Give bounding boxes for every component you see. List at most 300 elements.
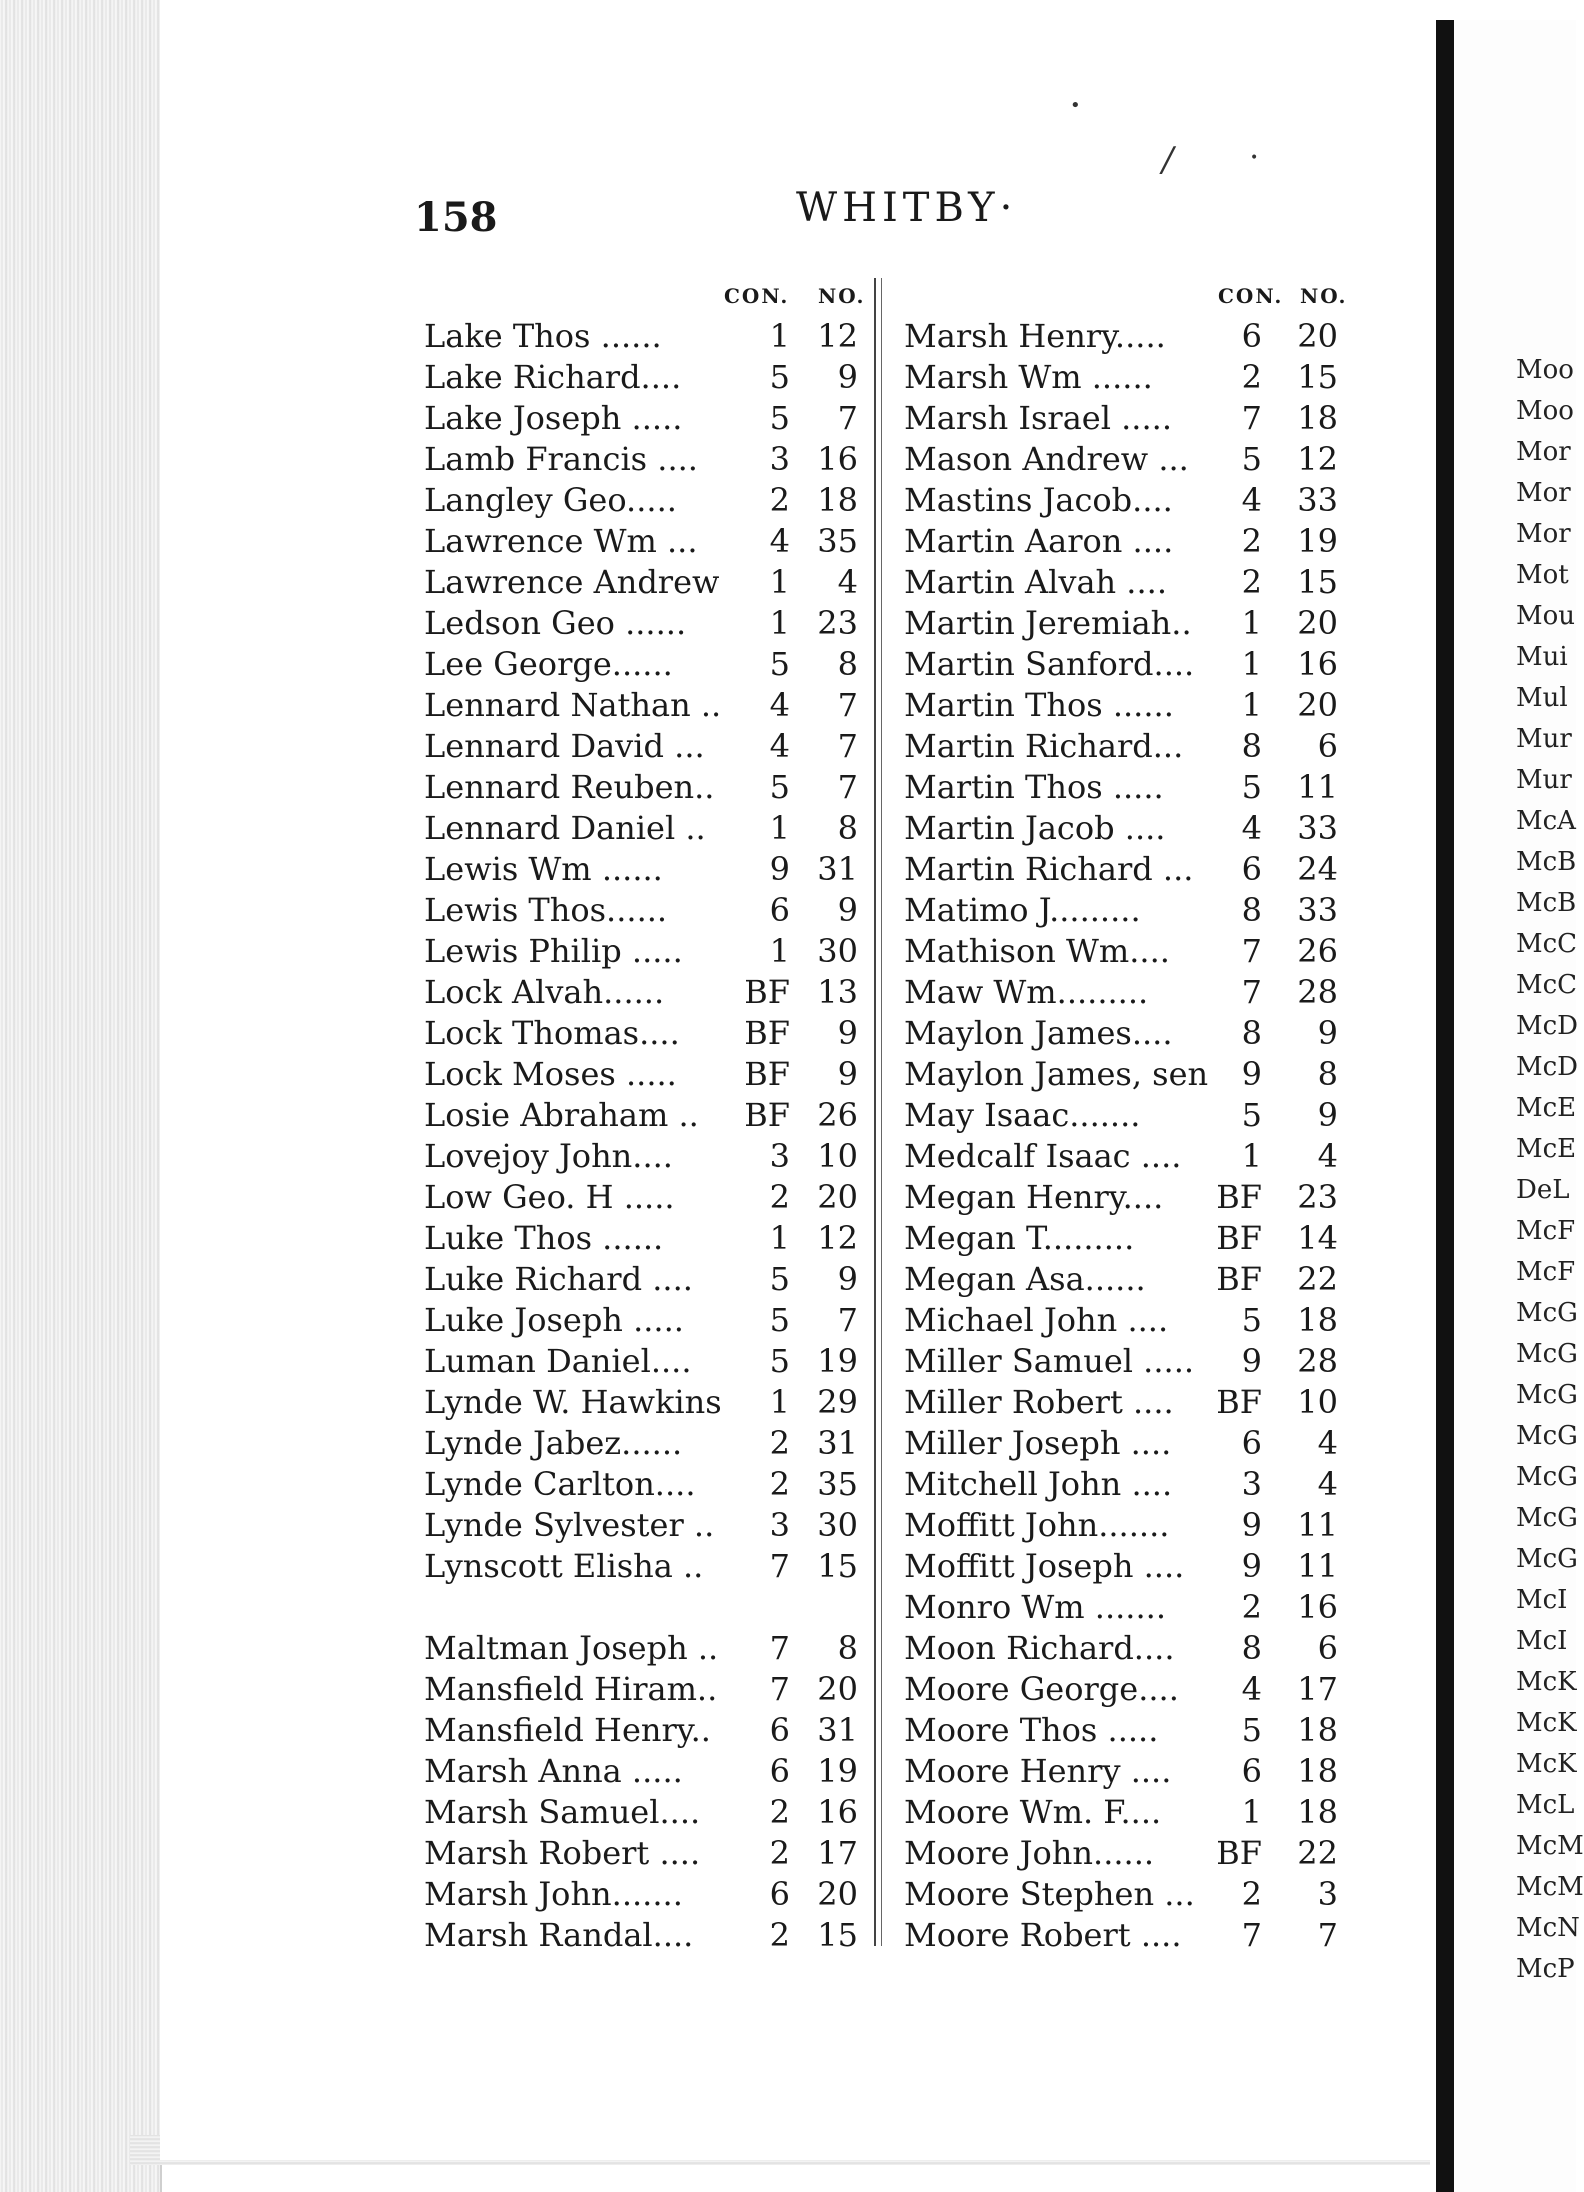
lot-number: 9 [1317,1096,1338,1134]
left-no-header: NO. [818,284,866,308]
directory-row [424,1382,864,1423]
concession-value: 6 [769,891,790,929]
entry-name: Miller Samuel ..... [904,1342,1195,1380]
directory-row [424,644,864,685]
entry-name: Michael John .... [904,1301,1169,1339]
lot-number: 9 [837,1260,858,1298]
entry-name: Moffitt Joseph .... [904,1547,1185,1585]
entry-name: Medcalf Isaac .... [904,1137,1182,1175]
concession-value: 4 [1241,1670,1262,1708]
lot-number: 18 [1297,399,1338,437]
directory-row [904,1833,1336,1874]
directory-row [904,521,1336,562]
lot-number: 22 [1297,1834,1338,1872]
lot-number: 19 [817,1342,858,1380]
entry-name: Moore John...... [904,1834,1155,1872]
concession-value: 1 [769,1219,790,1257]
concession-value: 4 [769,727,790,765]
lot-number: 30 [817,932,858,970]
concession-value: 1 [1241,1137,1262,1175]
lot-number: 18 [1297,1752,1338,1790]
facing-page-entry: Mor [1516,519,1571,549]
concession-value: 8 [1241,1014,1262,1052]
entry-name: Marsh Randal.... [424,1916,694,1954]
facing-page-entry: McG [1516,1462,1578,1492]
lot-number: 12 [817,317,858,355]
directory-row [904,808,1336,849]
book-gutter [1436,20,1454,2192]
facing-page-entry: McG [1516,1544,1578,1574]
concession-value: 2 [1241,522,1262,560]
lot-number: 18 [1297,1793,1338,1831]
entry-name: Lewis Thos...... [424,891,668,929]
concession-value: 6 [769,1752,790,1790]
directory-row [424,1054,864,1095]
entry-name: Moore Stephen ... [904,1875,1195,1913]
directory-row [424,685,864,726]
facing-page-entry: McM [1516,1872,1584,1902]
directory-row [904,1710,1336,1751]
concession-value: 2 [769,1424,790,1462]
lot-number: 7 [1317,1916,1338,1954]
directory-row [904,562,1336,603]
lot-number: 8 [837,1629,858,1667]
lot-number: 16 [1297,645,1338,683]
directory-row [424,398,864,439]
entry-name: Maltman Joseph .. [424,1629,719,1667]
entry-name: Mansfield Hiram.. [424,1670,718,1708]
facing-page-entry: Mot [1516,560,1569,590]
facing-page-entry: McD [1516,1052,1579,1082]
entry-name: Lock Moses ..... [424,1055,677,1093]
facing-page-entry: Moo [1516,355,1574,385]
directory-row [904,644,1336,685]
entry-name: Lock Alvah...... [424,973,665,1011]
facing-page-entry: McB [1516,888,1577,918]
lot-number: 20 [817,1875,858,1913]
directory-row [424,1423,864,1464]
directory-row [904,1915,1336,1956]
entry-name: Luke Richard .... [424,1260,693,1298]
lot-number: 8 [837,645,858,683]
directory-row [904,890,1336,931]
concession-value: 1 [1241,645,1262,683]
entry-name: Moon Richard.... [904,1629,1175,1667]
lot-number: 16 [1297,1588,1338,1626]
lot-number: 7 [837,727,858,765]
lot-number: 20 [1297,317,1338,355]
concession-value: BF [1216,1383,1262,1421]
facing-page-entry: McD [1516,1011,1579,1041]
concession-value: 9 [1241,1547,1262,1585]
lot-number: 4 [1317,1137,1338,1175]
facing-page-entry: McI [1516,1626,1568,1656]
concession-value: 6 [1241,1752,1262,1790]
lot-number: 8 [1317,1055,1338,1093]
entry-name: May Isaac....... [904,1096,1141,1134]
book-page-edges [0,0,162,2192]
facing-page-entry: Mul [1516,683,1568,713]
directory-row [904,1423,1336,1464]
directory-row [904,357,1336,398]
lot-number: 6 [1317,1629,1338,1667]
directory-row [424,439,864,480]
entry-name: Lynscott Elisha .. [424,1547,704,1585]
facing-page-entry: Moo [1516,396,1574,426]
directory-row [904,1218,1336,1259]
entry-name: Marsh Wm ...... [904,358,1153,396]
directory-row [424,849,864,890]
entry-name: Moore George.... [904,1670,1179,1708]
concession-value: 5 [1241,1711,1262,1749]
entry-name: Martin Richard... [904,727,1184,765]
directory-row [904,767,1336,808]
facing-page-entry: DeL [1516,1175,1570,1205]
concession-value: 2 [1241,563,1262,601]
directory-row [424,726,864,767]
entry-name: Lake Thos ...... [424,317,662,355]
concession-value: 5 [1241,1096,1262,1134]
directory-row [904,1587,1336,1628]
directory-row [424,562,864,603]
lot-number: 12 [817,1219,858,1257]
concession-value: BF [1216,1834,1262,1872]
concession-value: 8 [1241,891,1262,929]
directory-row [904,931,1336,972]
lot-number: 18 [1297,1301,1338,1339]
directory-row [904,1505,1336,1546]
lot-number: 8 [837,809,858,847]
directory-row [904,316,1336,357]
concession-value: 5 [769,645,790,683]
entry-name: Moore Henry .... [904,1752,1172,1790]
directory-row [904,439,1336,480]
concession-value: 2 [769,1793,790,1831]
lot-number: 7 [837,399,858,437]
facing-page-entry: McG [1516,1421,1578,1451]
directory-row [904,480,1336,521]
lot-number: 10 [1297,1383,1338,1421]
entry-name: Moffitt John....... [904,1506,1170,1544]
directory-row [904,972,1336,1013]
concession-value: 5 [769,1342,790,1380]
entry-name: Martin Jacob .... [904,809,1166,847]
entry-name: Mastins Jacob.... [904,481,1173,519]
page-number: 158 [414,194,498,241]
directory-row [904,398,1336,439]
concession-value: 1 [769,809,790,847]
directory-row [904,685,1336,726]
entry-name: Lawrence Andrew [424,563,720,601]
facing-page-entry: Mor [1516,478,1571,508]
entry-name: Miller Joseph .... [904,1424,1172,1462]
facing-page-entry: McE [1516,1093,1577,1123]
facing-page-entry: Mui [1516,642,1568,672]
entry-name: Lynde W. Hawkins [424,1383,722,1421]
entry-name: Lynde Carlton.... [424,1465,696,1503]
lot-number: 28 [1297,973,1338,1011]
facing-page-entry: Mur [1516,765,1572,795]
concession-value: 7 [1241,1916,1262,1954]
concession-value: 2 [1241,1875,1262,1913]
directory-row [904,1464,1336,1505]
lot-number: 26 [1297,932,1338,970]
directory-row [904,1177,1336,1218]
entry-name: Marsh Henry..... [904,317,1166,355]
facing-page-entry: Mou [1516,601,1576,631]
lot-number: 17 [1297,1670,1338,1708]
concession-value: 3 [1241,1465,1262,1503]
lot-number: 35 [817,522,858,560]
entry-name: Luke Joseph ..... [424,1301,684,1339]
lot-number: 20 [817,1670,858,1708]
entry-name: Mitchell John .... [904,1465,1173,1503]
directory-row [424,1915,864,1956]
entry-name: Mansfield Henry.. [424,1711,711,1749]
entry-name: Maw Wm......... [904,973,1149,1011]
concession-value: 2 [769,1178,790,1216]
lot-number: 4 [1317,1424,1338,1462]
directory-row [424,1341,864,1382]
entry-name: Marsh Anna ..... [424,1752,683,1790]
concession-value: 2 [769,1916,790,1954]
concession-value: 5 [769,768,790,806]
concession-value: 7 [1241,399,1262,437]
lot-number: 22 [1297,1260,1338,1298]
concession-value: 7 [769,1670,790,1708]
lot-number: 3 [1317,1875,1338,1913]
left-con-header: CON. [724,284,790,308]
entry-name: Lamb Francis .... [424,440,698,478]
lot-number: 24 [1297,850,1338,888]
concession-value: BF [744,1055,790,1093]
ink-speck: • [1250,150,1259,166]
directory-row [424,1874,864,1915]
entry-name: Lovejoy John.... [424,1137,673,1175]
right-no-header: NO. [1300,284,1348,308]
entry-name: Lake Richard.... [424,358,682,396]
entry-name: Martin Thos ..... [904,768,1164,806]
directory-row [424,1546,864,1587]
directory-row [424,1300,864,1341]
concession-value: 2 [1241,358,1262,396]
entry-name: Moore Robert .... [904,1916,1182,1954]
lot-number: 20 [817,1178,858,1216]
lot-number: 14 [1297,1219,1338,1257]
concession-value: 6 [1241,1424,1262,1462]
entry-name: Martin Sanford.... [904,645,1195,683]
lot-number: 31 [817,1711,858,1749]
directory-row [424,521,864,562]
entry-name: Marsh Samuel.... [424,1793,701,1831]
concession-value: 5 [1241,768,1262,806]
concession-value: 9 [1241,1055,1262,1093]
lot-number: 7 [837,768,858,806]
entry-name: Mathison Wm.... [904,932,1170,970]
facing-page-entry: McI [1516,1585,1568,1615]
right-con-header: CON. [1218,284,1284,308]
concession-value: 1 [769,1383,790,1421]
lot-number: 30 [817,1506,858,1544]
entry-name: Luman Daniel.... [424,1342,692,1380]
lot-number: 33 [1297,481,1338,519]
concession-value: BF [1216,1260,1262,1298]
entry-name: Marsh John....... [424,1875,683,1913]
lot-number: 10 [817,1137,858,1175]
directory-row [424,1218,864,1259]
entry-name: Maylon James, sen [904,1055,1209,1093]
directory-row [424,1751,864,1792]
directory-row [424,1013,864,1054]
concession-value: 1 [769,563,790,601]
concession-value: 4 [1241,809,1262,847]
directory-row [424,1464,864,1505]
entry-name: Lennard Daniel .. [424,809,706,847]
directory-row [424,1259,864,1300]
entry-name: Matimo J......... [904,891,1141,929]
lot-number: 16 [817,1793,858,1831]
directory-row [904,1874,1336,1915]
entry-name: Lynde Sylvester .. [424,1506,715,1544]
ink-speck: • [1070,95,1081,116]
directory-row [424,972,864,1013]
lot-number: 23 [1297,1178,1338,1216]
entry-name: Martin Aaron .... [904,522,1174,560]
facing-page-entry: McC [1516,929,1578,959]
entry-name: Lynde Jabez...... [424,1424,683,1462]
facing-page-entry: McE [1516,1134,1577,1164]
entry-name: Lock Thomas.... [424,1014,680,1052]
lot-number: 7 [837,1301,858,1339]
concession-value: 4 [769,686,790,724]
concession-value: 4 [769,522,790,560]
lot-number: 15 [817,1547,858,1585]
concession-value: 7 [769,1547,790,1585]
lot-number: 9 [837,1055,858,1093]
entry-name: Moore Wm. F.... [904,1793,1162,1831]
entry-name: Martin Alvah .... [904,563,1167,601]
entry-name: Moore Thos ..... [904,1711,1159,1749]
lot-number: 9 [1317,1014,1338,1052]
concession-value: 5 [1241,1301,1262,1339]
lot-number: 18 [817,481,858,519]
column-divider [881,278,882,1946]
concession-value: 5 [769,1260,790,1298]
lot-number: 35 [817,1465,858,1503]
directory-row [904,1054,1336,1095]
concession-value: 1 [1241,1793,1262,1831]
facing-page-entry: McF [1516,1257,1576,1287]
directory-row [904,1628,1336,1669]
directory-row [904,1751,1336,1792]
directory-row [424,890,864,931]
concession-value: 7 [769,1629,790,1667]
lot-number: 4 [837,563,858,601]
concession-value: 1 [769,604,790,642]
concession-value: 6 [769,1711,790,1749]
directory-row [424,767,864,808]
concession-value: 5 [769,399,790,437]
entry-name: Megan T......... [904,1219,1135,1257]
directory-row [904,603,1336,644]
column-divider [874,278,876,1946]
entry-name: Lewis Philip ..... [424,932,683,970]
facing-page-entry: McA [1516,806,1576,836]
directory-row [904,849,1336,890]
directory-row [424,480,864,521]
entry-name: Lawrence Wm ... [424,522,698,560]
directory-row [424,808,864,849]
concession-value: 8 [1241,727,1262,765]
concession-value: 9 [769,850,790,888]
concession-value: 9 [1241,1342,1262,1380]
directory-row [424,931,864,972]
lot-number: 12 [1297,440,1338,478]
lot-number: 11 [1297,768,1338,806]
directory-row [424,1177,864,1218]
concession-value: 8 [1241,1629,1262,1667]
entry-name: Ledson Geo ...... [424,604,687,642]
lot-number: 33 [1297,891,1338,929]
facing-page-entry: McC [1516,970,1578,1000]
concession-value: 5 [769,358,790,396]
directory-row [904,1259,1336,1300]
directory-row [424,603,864,644]
lot-number: 15 [817,1916,858,1954]
lot-number: 16 [817,440,858,478]
entry-name: Losie Abraham .. [424,1096,699,1134]
pencil-mark: / [1162,140,1174,180]
directory-row [904,1382,1336,1423]
facing-page-entry: McK [1516,1708,1577,1738]
facing-page-entry: McP [1516,1954,1575,1984]
lot-number: 33 [1297,809,1338,847]
entry-name: Mason Andrew ... [904,440,1189,478]
lot-number: 7 [837,686,858,724]
directory-row [904,1300,1336,1341]
directory-row [424,1792,864,1833]
lot-number: 19 [1297,522,1338,560]
lot-number: 23 [817,604,858,642]
directory-row [904,726,1336,767]
lot-number: 28 [1297,1342,1338,1380]
entry-name: Martin Richard ... [904,850,1194,888]
facing-page [1454,20,1584,2192]
directory-row [424,1669,864,1710]
directory-row [424,1587,864,1628]
lot-number: 29 [817,1383,858,1421]
facing-page-entry: McN [1516,1913,1580,1943]
concession-value: 1 [1241,604,1262,642]
concession-value: 7 [1241,932,1262,970]
concession-value: 7 [1241,973,1262,1011]
lot-number: 9 [837,358,858,396]
directory-row [424,357,864,398]
entry-name: Marsh Israel ..... [904,399,1172,437]
facing-page-entry: McG [1516,1503,1578,1533]
concession-value: 3 [769,440,790,478]
facing-page-entry: McM [1516,1831,1584,1861]
page-title: WHITBY· [796,185,1018,231]
lot-number: 4 [1317,1465,1338,1503]
directory-row [904,1792,1336,1833]
concession-value: 3 [769,1137,790,1175]
lot-number: 6 [1317,727,1338,765]
concession-value: BF [1216,1219,1262,1257]
lot-number: 13 [817,973,858,1011]
entry-name: Low Geo. H ..... [424,1178,675,1216]
lot-number: 20 [1297,604,1338,642]
